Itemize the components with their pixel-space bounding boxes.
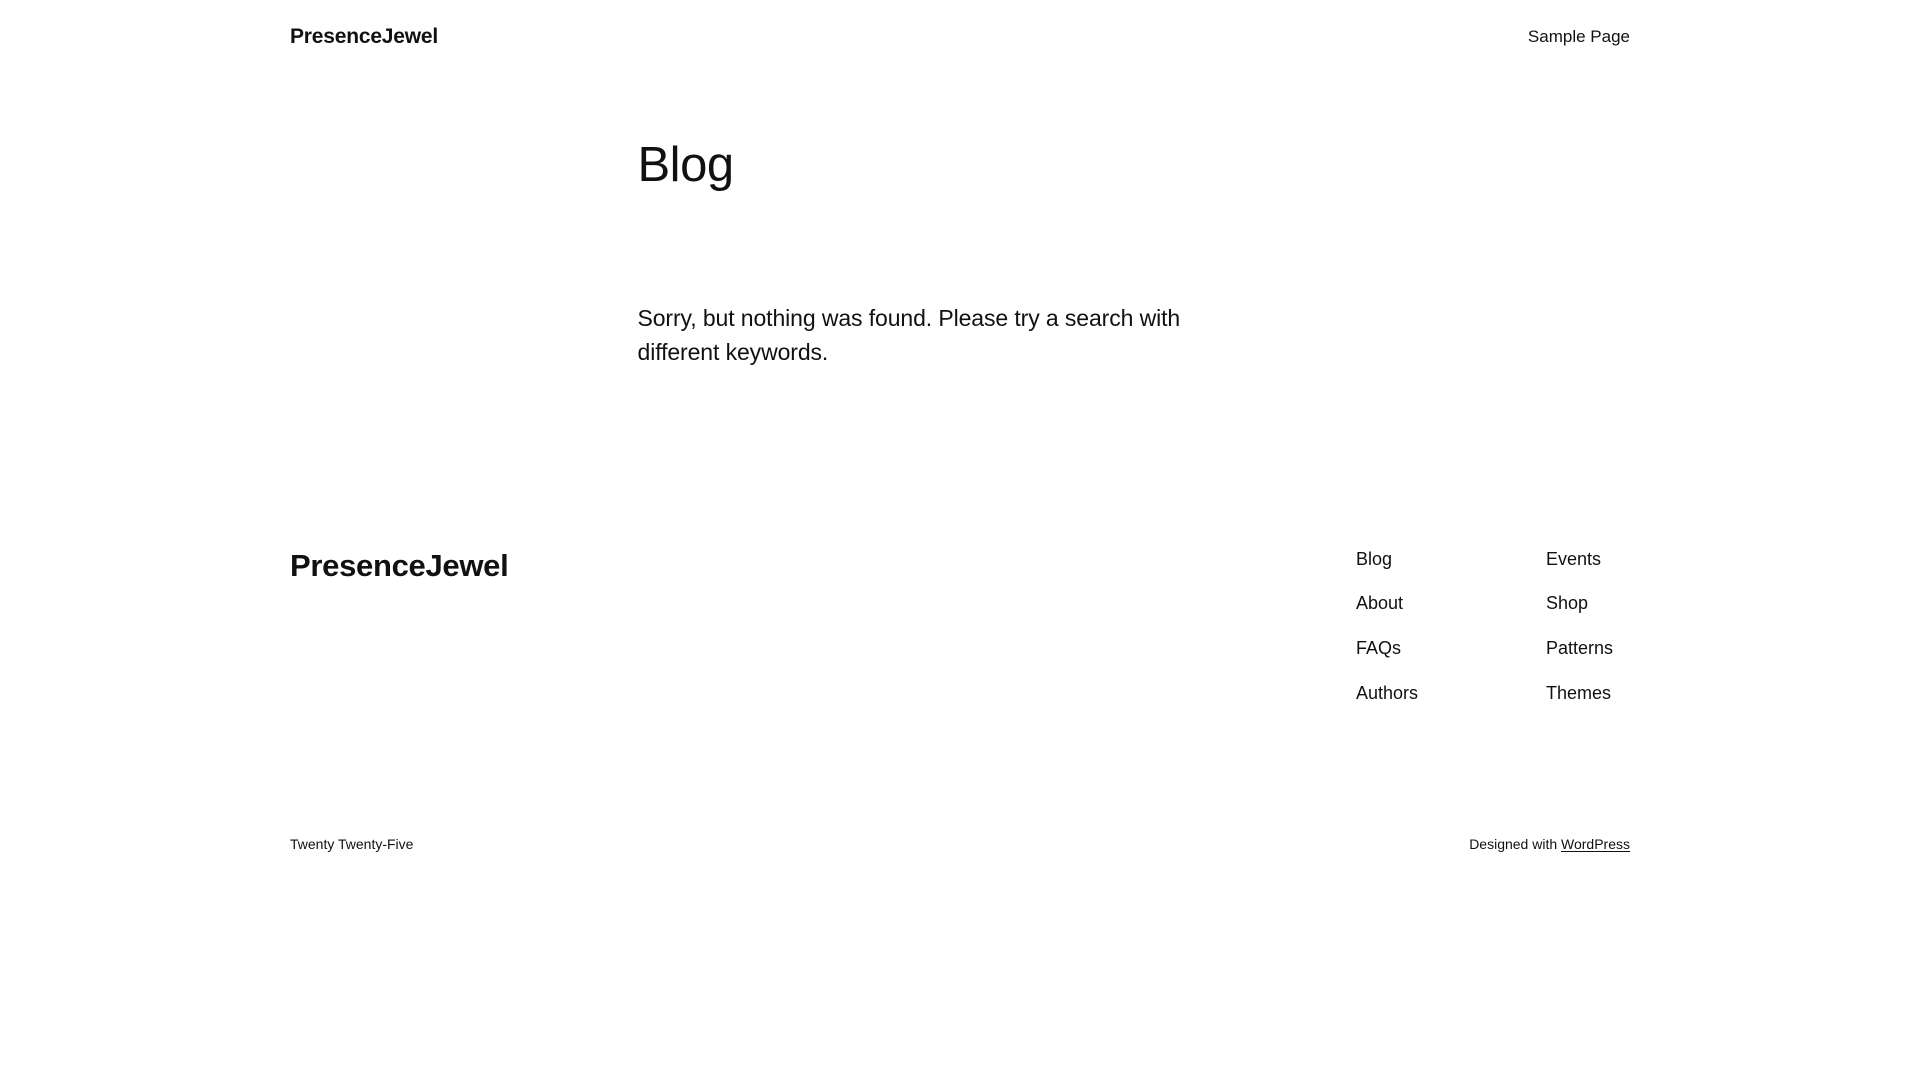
site-logo[interactable]: PresenceJewel <box>290 24 439 48</box>
footer-link-events[interactable]: Events <box>1546 548 1602 569</box>
site-footer <box>290 547 1630 893</box>
footer-column-1 <box>1356 549 1546 704</box>
footer-link-shop[interactable]: Shop <box>1546 593 1589 614</box>
list-item <box>1356 683 1546 705</box>
wordpress-link[interactable]: WordPress <box>1561 836 1630 853</box>
credit-prefix: Designed with <box>1469 836 1562 853</box>
list-item <box>1356 638 1546 660</box>
footer-top <box>290 547 1630 704</box>
list-item <box>1546 638 1630 660</box>
page-title: Blog <box>637 138 734 192</box>
footer-column-2 <box>1546 549 1630 704</box>
list-item <box>1546 683 1630 705</box>
footer-bottom <box>290 836 1630 893</box>
list-item <box>1356 593 1546 615</box>
not-found-message: Sorry, but nothing was found. Please try a search with different keywords. <box>637 304 1181 366</box>
footer-link-patterns[interactable]: Patterns <box>1546 637 1614 658</box>
footer-logo[interactable]: PresenceJewel <box>290 547 509 583</box>
footer-link-themes[interactable]: Themes <box>1546 682 1612 703</box>
footer-link-blog[interactable]: Blog <box>1356 548 1393 569</box>
list-item <box>1356 549 1546 571</box>
footer-link-faqs[interactable]: FAQs <box>1356 637 1402 658</box>
footer-link-about[interactable]: About <box>1356 593 1404 614</box>
footer-nav <box>1356 549 1630 704</box>
site-header <box>290 0 1630 49</box>
header-nav <box>1528 27 1630 47</box>
list-item <box>1546 593 1630 615</box>
theme-name: Twenty Twenty-Five <box>290 836 414 853</box>
list-item <box>1546 549 1630 571</box>
main-content <box>638 136 1283 370</box>
nav-link-sample-page[interactable]: Sample Page <box>1527 26 1630 46</box>
designed-with-credit <box>1469 836 1630 853</box>
footer-link-authors[interactable]: Authors <box>1356 682 1419 703</box>
